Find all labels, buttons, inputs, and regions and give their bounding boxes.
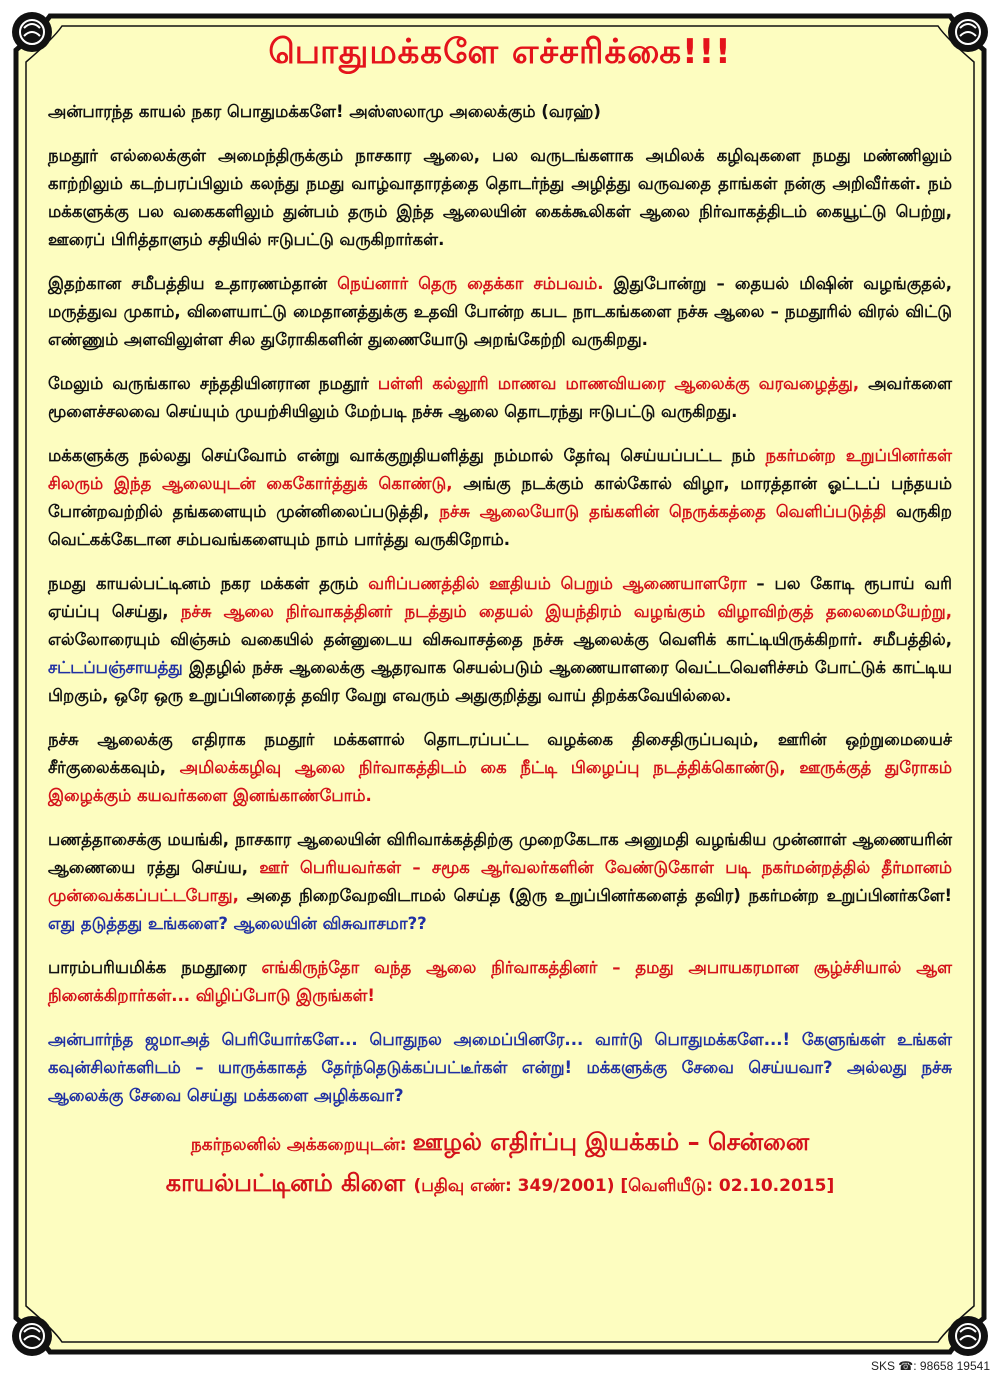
notice-poster bbox=[22, 18, 978, 1354]
paragraph-7 bbox=[48, 826, 952, 938]
p7-highlight-1: ஊர் பெரியவர்கள் – சமூக ஆர்வலர்களின் வேண்டுகோள் படி நகர்மன்றத்தில் தீர்மானம் முன்வைக்கப்பட்டபோது, bbox=[48, 858, 953, 905]
p5-text-g: இதழில் நச்சு ஆலைக்கு ஆதரவாக செயல்படும் ஆணையாளரை வெட்டவெளிச்சம் போட்டுக் காட்டிய பிறகும், ஒரே ஒரு உறுப்பினரைத் தவிர வேறு எவரும் அதுகுறித்து வாய் திறக்கவேயில்லை. bbox=[48, 658, 952, 705]
footer-concern-label: நகர்நலனில் அக்கறையுடன்: bbox=[190, 1135, 413, 1155]
p4-highlight-1: நகர்மன்ற உறுப்பினர்கள் சிலரும் இந்த ஆலையுடன் கைகோர்த்துக் கொண்டு, bbox=[48, 446, 952, 493]
p4-highlight-2: நச்சு ஆலையோடு தங்களின் நெருக்கத்தை வெளிப்படுத்தி bbox=[439, 502, 887, 521]
poster-title: பொதுமக்களே எச்சரிக்கை!!! bbox=[268, 32, 732, 72]
p2-highlight: நெய்னார் தெரு தைக்கா சம்பவம். bbox=[337, 274, 604, 293]
p4-text-a: மக்களுக்கு நல்லது செய்வோம் என்று வாக்குறுதியளித்து நம்மால் தேர்வு செய்யப்பட்ட நம் bbox=[48, 446, 766, 465]
p8-text-a: பாரம்பரியமிக்க நமதூரை bbox=[48, 958, 262, 977]
p5-text-c: – பல கோடி ரூபாய் வரி ஏய்ப்பு செய்து, bbox=[48, 574, 952, 621]
footer-org-name: ஊழல் எதிர்ப்பு இயக்கம் – சென்னை bbox=[412, 1128, 810, 1156]
paragraph-2 bbox=[48, 270, 952, 354]
footer-branch bbox=[22, 1169, 978, 1200]
footer-organization bbox=[22, 1128, 978, 1159]
p5-highlight-2: நச்சு ஆலை நிர்வாகத்தினர் நடத்தும் தையல் இயந்திரம் வழங்கும் விழாவிற்குத் தலைமையேற்று, bbox=[180, 602, 952, 621]
p5-highlight-1: வரிப்பணத்தில் ஊதியம் பெறும் ஆணையாளரோ bbox=[368, 574, 747, 593]
p4-text-e: வருகிற வெட்கக்கேடான சம்பவங்களையும் நாம் பார்த்து வருகிறோம். bbox=[48, 502, 952, 549]
paragraph-9: அன்பார்ந்த ஜமாஅத் பெரியோர்களே... பொதுநல அமைப்பினரே... வார்டு பொதுமக்களே...! கேளுங்கள் உங்கள் கவுன்சிலர்களிடம் – யாருக்காகத் தேர்ந்தெடுக்கப்பட்டீர்கள் என்று! மக்களுக்கு சேவை செய்யவா? அல்லது நச்சு ஆலைக்கு சேவை செய்து மக்களை அழிக்கவா? bbox=[48, 1030, 952, 1105]
p7-question: எது தடுத்தது உங்களை? ஆலையின் விசுவாசமா?? bbox=[48, 914, 427, 933]
greeting: அன்பாரந்த காயல் நகர பொதுமக்களே! அஸ்ஸலாமு அலைக்கும் (வரஹ்) bbox=[48, 102, 601, 121]
p8-highlight: எங்கிருந்தோ வந்த ஆலை நிர்வாகத்தினர் – தமது அபாயகரமான சூழ்ச்சியால் ஆள நினைக்கிறார்கள்... விழிப்போடு இருங்கள்! bbox=[48, 958, 952, 1005]
p7-text-a: பணத்தாசைக்கு மயங்கி, நாசகார ஆலையின் விரிவாக்கத்திற்கு முறைகேடாக அனுமதி வழங்கிய முன்னாள் ஆணையரின் ஆணையை ரத்து செய்ய, bbox=[48, 830, 952, 877]
p7-text-c: அதை நிறைவேறவிடாமல் செய்த (இரு உறுப்பினர்களைத் தவிர) நகர்மன்ற உறுப்பினர்களே! bbox=[238, 886, 952, 905]
p5-text-e: எல்லோரையும் விஞ்சும் வகையில் தன்னுடைய விசுவாசத்தை நச்சு ஆலைக்கு வெளிக் காட்டியிருக்கிறார். சமீபத்தில், bbox=[48, 630, 952, 649]
p2-text-a: இதற்கான சமீபத்திய உதாரணம்தான் bbox=[48, 274, 338, 293]
p4-text-c: அங்கு நடக்கும் கால்கோல் விழா, மாரத்தான் ஓட்டப் பந்தயம் போன்றவற்றில் தங்களையும் முன்னிலைப்படுத்தி, bbox=[48, 474, 952, 521]
p2-text-c: இதுபோன்று – தையல் மிஷின் வழங்குதல், மருத்துவ முகாம், விளையாட்டு மைதானத்துக்கு உதவி போன்ற கபட நாடகங்களை நச்சு ஆலை – நமதூரில் விரல் விட்டு எண்ணும் அளவிலுள்ள சில துரோகிகளின் துணையோடு அறங்கேற்றி வருகிறது. bbox=[48, 274, 952, 349]
p6-highlight: அமிலக்கழிவு ஆலை நிர்வாகத்திடம் கை நீட்டி பிழைப்பு நடத்திக்கொண்டு, ஊருக்குத் துரோகம் இழைக்கும் கயவர்களை இனங்காண்போம். bbox=[48, 758, 952, 805]
paragraph-4 bbox=[48, 442, 952, 554]
paragraph-6 bbox=[48, 726, 952, 810]
paragraph-5 bbox=[48, 570, 952, 710]
footer-registration: (பதிவு எண்: 349/2001) [வெளியீடு: 02.10.2015] bbox=[413, 1176, 835, 1196]
paragraph-8 bbox=[48, 954, 952, 1010]
p3-text-a: மேலும் வருங்கால சந்ததியினரான நமதூர் bbox=[48, 374, 378, 393]
footer-branch-name: காயல்பட்டினம் கிளை bbox=[165, 1169, 414, 1197]
paragraph-1: நமதூர் எல்லைக்குள் அமைந்திருக்கும் நாசகார ஆலை, பல வருடங்களாக அமிலக் கழிவுகளை நமது மண்ணிலும் காற்றிலும் கடற்பரப்பிலும் கலந்து நமது வாழ்வாதாரத்தை தொடர்ந்து அழித்து வருவதை தாங்கள் நன்கு அறிவீர்கள். நம் மக்களுக்கு பல வகைகளிலும் துன்பம் தரும் இந்த ஆலையின் கைக்கூலிகள் ஆலை நிர்வாகத்திடம் கையூட்டு பெற்று, ஊரைப் பிரித்தாளும் சதியில் ஈடுபட்டு வருகிறார்கள். bbox=[48, 146, 952, 249]
p5-text-a: நமது காயல்பட்டினம் நகர மக்கள் தரும் bbox=[48, 574, 369, 593]
p3-text-c: அவர்களை மூளைச்சலவை செய்யும் முயற்சியிலும் மேற்படி நச்சு ஆலை தொடரந்து ஈடுபட்டு வருகிறது. bbox=[48, 374, 953, 421]
p3-highlight: பள்ளி கல்லூரி மாணவ மாணவியரை ஆலைக்கு வரவழைத்து, bbox=[377, 374, 860, 393]
p6-text-a: நச்சு ஆலைக்கு எதிராக நமதூர் மக்களால் தொடரப்பட்ட வழக்கை திசைதிருப்பவும், ஊரின் ஒற்றுமையைச் சீர்குலைக்கவும், bbox=[48, 730, 952, 777]
paragraph-3 bbox=[48, 370, 952, 426]
printer-credit: SKS ☎: 98658 19541 bbox=[870, 1359, 990, 1373]
p5-magazine-name: சட்டப்பஞ்சாயத்து bbox=[48, 658, 183, 677]
